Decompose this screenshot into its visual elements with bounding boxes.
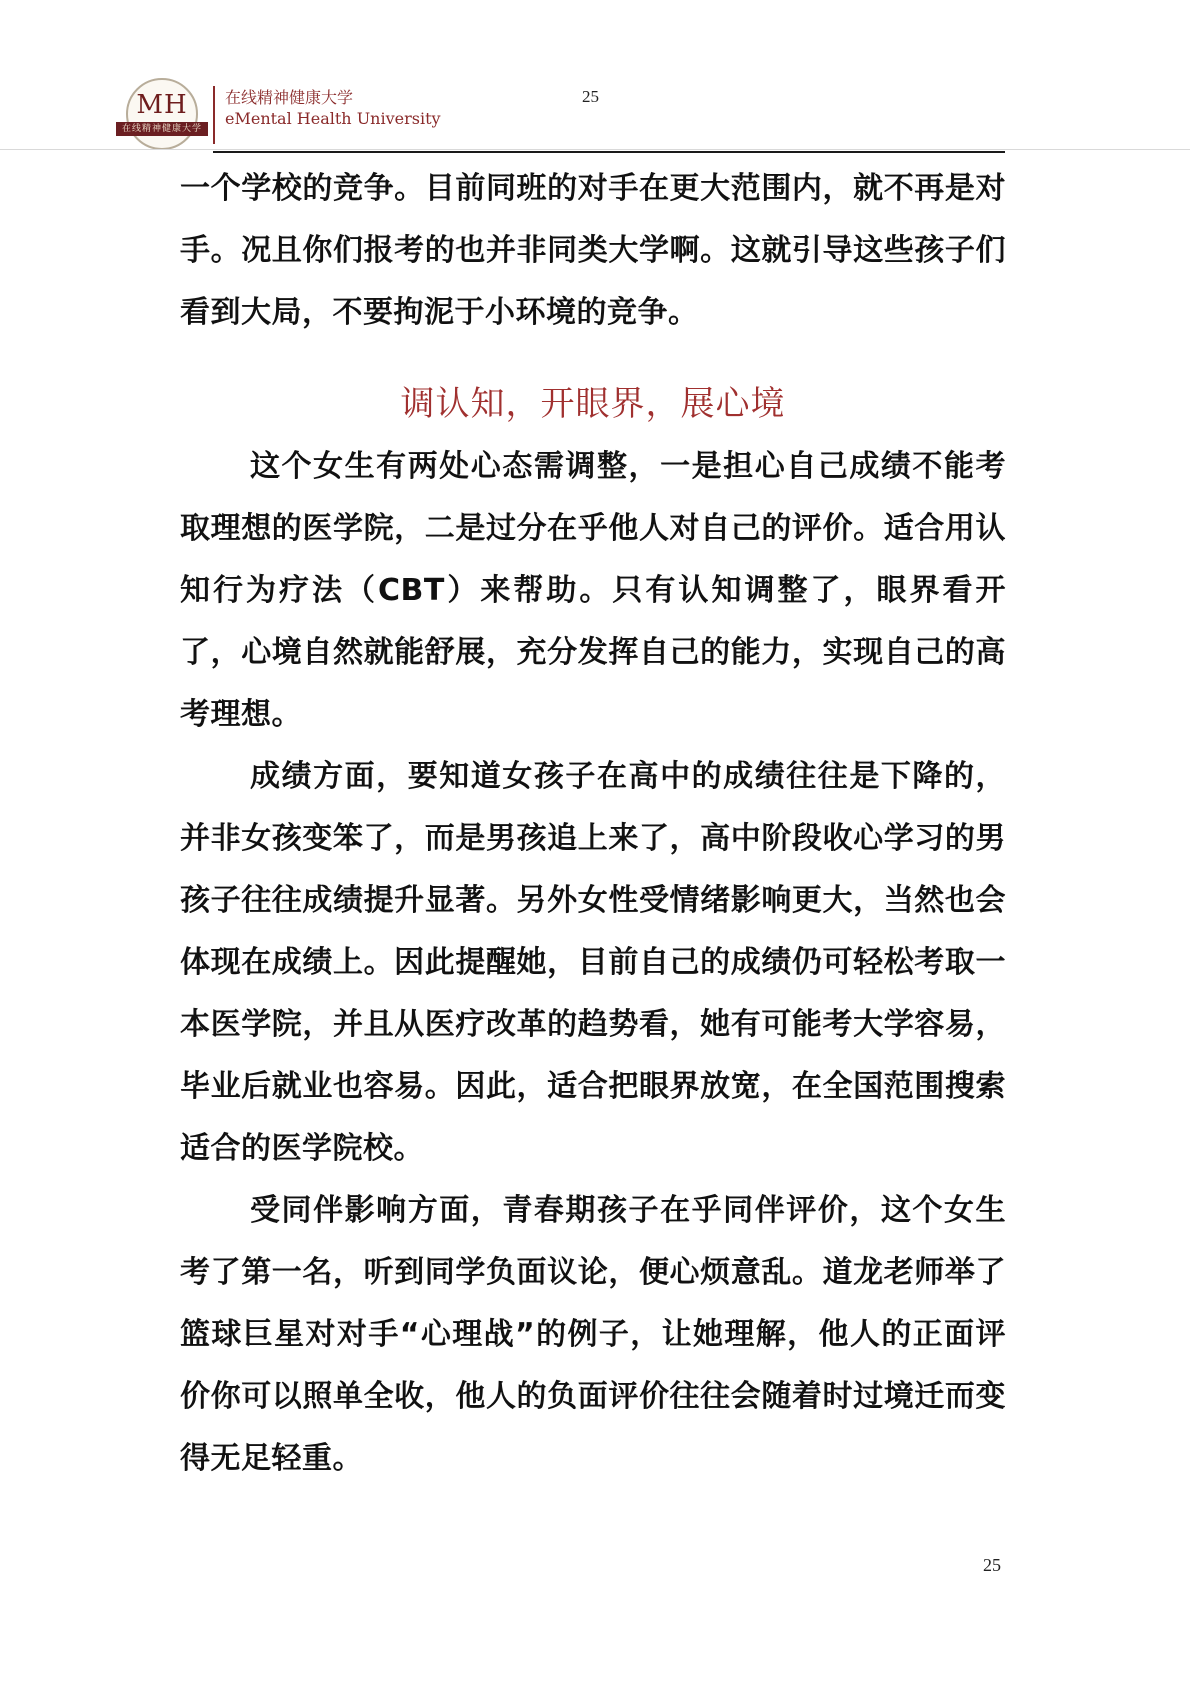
body-paragraph: 成绩方面，要知道女孩子在高中的成绩往往是下降的，并非女孩变笨了，而是男孩追上来了，高中阶段收心学习的男孩子往往成绩提升显著。另外女性受情绪影响更大，当然也会体现在成绩上。因此提醒她，目前自己的成绩仍可轻松考取一本医学院，并且从医疗改革的趋势看，她有可能考大学容易，毕业后就业也容易。因此，适合把眼界放宽，在全国范围搜索适合的医学院校。 bbox=[180, 759, 1006, 1166]
header-page-number: 25 bbox=[582, 87, 599, 106]
footer-page-number: 25 bbox=[983, 1555, 1001, 1575]
org-name-chinese: 在线精神健康大学 bbox=[225, 88, 354, 107]
logo-ribbon: 在线精神健康大学 bbox=[116, 122, 208, 136]
header-divider bbox=[213, 86, 215, 144]
page-header bbox=[0, 0, 1190, 160]
body-paragraph: 受同伴影响方面，青春期孩子在乎同伴评价，这个女生考了第一名，听到同学负面议论，便心烦意乱。道龙老师举了篮球巨星对对手“心理战”的例子，让她理解，他人的正面评价你可以照单全收，他人的负面评价往往会随着时过境迁而变得无足轻重。 bbox=[180, 1193, 1006, 1476]
header-rule bbox=[213, 151, 1005, 153]
body-paragraph: 这个女生有两处心态需调整，一是担心自己成绩不能考取理想的医学院，二是过分在乎他人对自己的评价。适合用认知行为疗法（CBT）来帮助。只有认知调整了，眼界看开了，心境自然就能舒展，充分发挥自己的能力，实现自己的高考理想。 bbox=[180, 449, 1006, 732]
continuation-paragraph: 一个学校的竞争。目前同班的对手在更大范围内，就不再是对手。况且你们报考的也并非同类大学啊。这就引导这些孩子们看到大局，不要拘泥于小环境的竞争。 bbox=[180, 171, 1006, 330]
logo-monogram: MH bbox=[136, 90, 188, 120]
org-name-english: eMental Health University bbox=[225, 109, 441, 128]
page-body bbox=[180, 158, 1006, 1490]
section-heading: 调认知，开眼界，展心境 bbox=[400, 384, 786, 424]
university-logo bbox=[116, 78, 208, 150]
header-light-rule bbox=[0, 149, 1190, 150]
